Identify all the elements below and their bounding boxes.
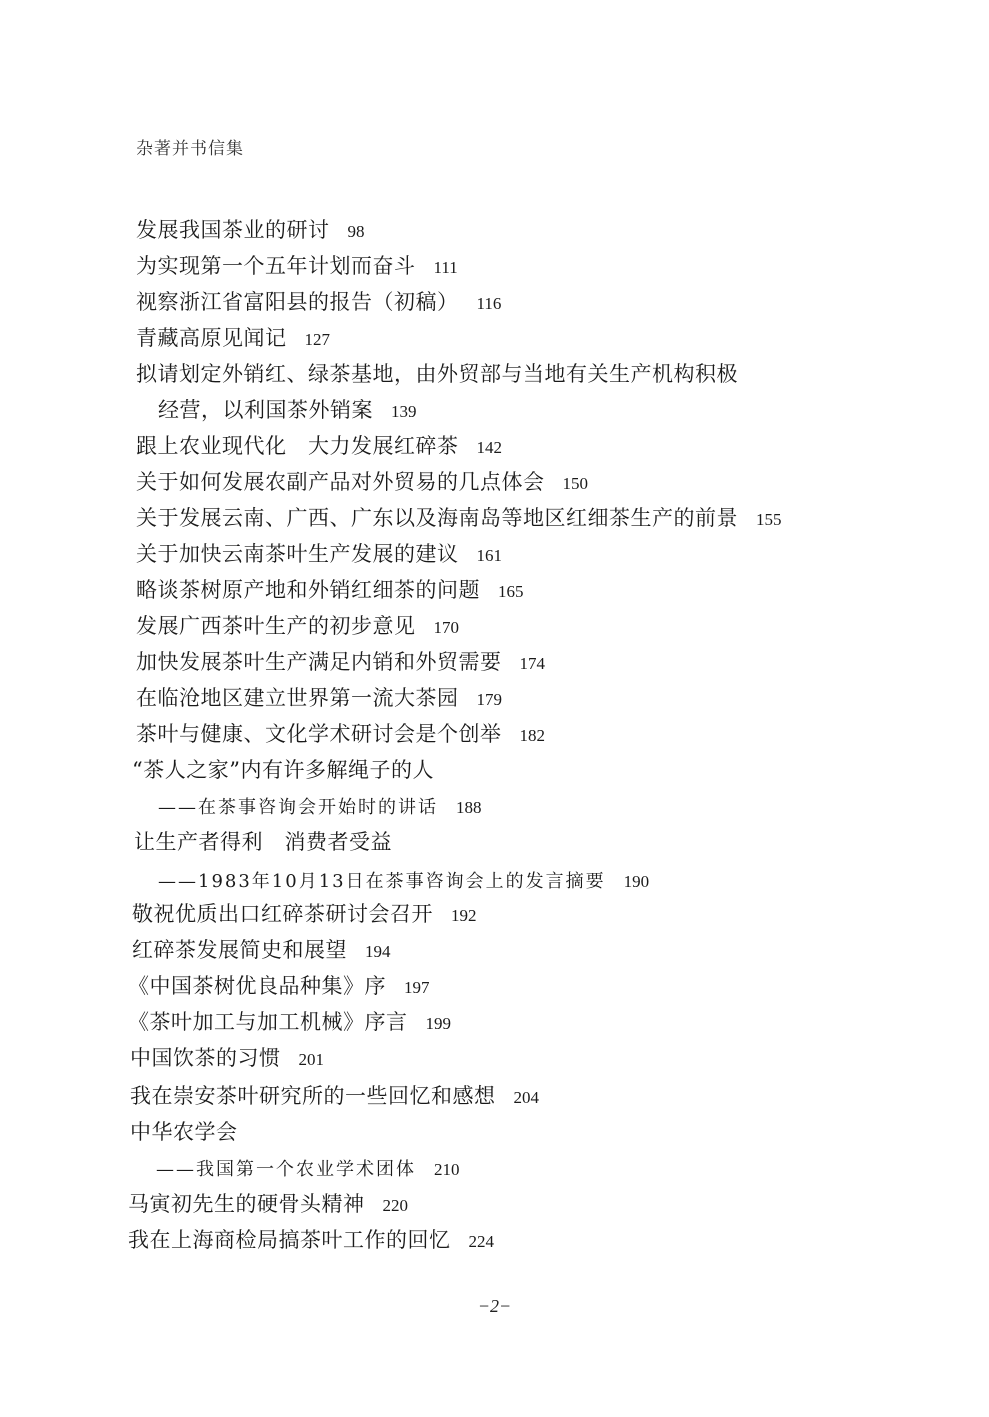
toc-entry-page: 192	[451, 906, 477, 925]
toc-entry-title: 跟上农业现代化 大力发展红碎茶	[136, 434, 459, 458]
toc-entry-title: 茶叶与健康、文化学术研讨会是个创举	[136, 722, 502, 746]
toc-entry-page: 155	[756, 510, 782, 529]
toc-entry	[130, 1044, 324, 1074]
toc-entry-page: 224	[468, 1232, 494, 1251]
toc-entry-title: 关于如何发展农副产品对外贸易的几点体会	[136, 470, 545, 494]
toc-entry-title: 红碎茶发展简史和展望	[132, 938, 347, 962]
toc-entry	[130, 1082, 539, 1112]
toc-entry-title: ——1983年10月13日在茶事咨询会上的发言摘要	[158, 871, 606, 892]
toc-entry	[158, 396, 417, 426]
toc-entry-title: 视察浙江省富阳县的报告（初稿）	[136, 290, 459, 314]
toc-entry	[136, 540, 502, 570]
toc-entry-title: ——在茶事咨询会开始时的讲话	[158, 797, 438, 818]
page-number: −2−	[477, 1296, 512, 1316]
toc-entry-page: 170	[433, 618, 459, 637]
toc-entry-title: 《中国茶树优良品种集》序	[128, 974, 386, 998]
toc-entry	[136, 216, 365, 246]
toc-entry-page: 98	[347, 222, 365, 241]
toc-entry	[128, 972, 430, 1002]
toc-entry-subtitle	[156, 1154, 460, 1184]
toc-entry	[136, 432, 502, 462]
toc-entry-title: 让生产者得利 消费者受益	[134, 830, 392, 854]
toc-entry	[128, 1226, 494, 1256]
toc-entry-title: 中国饮茶的习惯	[130, 1046, 281, 1070]
toc-entry	[136, 684, 502, 714]
toc-entry-page: 182	[519, 726, 545, 745]
toc-entry-page: 199	[425, 1014, 451, 1033]
toc-entry-title: 我在上海商检局搞茶叶工作的回忆	[128, 1228, 451, 1252]
toc-entry-page: 179	[476, 690, 502, 709]
toc-entry-title: 中华农学会	[130, 1120, 238, 1144]
toc-entry	[136, 468, 588, 498]
toc-entry-title: 发展我国茶业的研讨	[136, 218, 330, 242]
toc-entry-page: 174	[519, 654, 545, 673]
toc-entry-title: 《茶叶加工与加工机械》序言	[128, 1010, 408, 1034]
toc-entry-title: “茶人之家”内有许多解绳子的人	[132, 758, 434, 782]
toc-entry-title: ——我国第一个农业学术团体	[156, 1159, 416, 1180]
toc-entry-page: 201	[298, 1050, 324, 1069]
toc-entry-title: 马寅初先生的硬骨头精神	[128, 1192, 365, 1216]
toc-entry-title: 经营，以利国茶外销案	[158, 398, 373, 422]
toc-entry	[128, 1190, 408, 1220]
toc-entry	[136, 288, 501, 318]
toc-entry	[132, 936, 391, 966]
toc-entry-title: 为实现第一个五年计划而奋斗	[136, 254, 416, 278]
toc-entry-title: 青藏高原见闻记	[136, 326, 287, 350]
toc-entry-title: 加快发展茶叶生产满足内销和外贸需要	[136, 650, 502, 674]
toc-entry-page: 194	[365, 942, 391, 961]
toc-entry-title: 关于加快云南茶叶生产发展的建议	[136, 542, 459, 566]
toc-entry-subtitle	[158, 792, 482, 822]
toc-entry-page: 220	[382, 1196, 408, 1215]
toc-entry-page: 116	[476, 294, 502, 313]
toc-entry	[136, 612, 459, 642]
toc-entry-title: 拟请划定外销红、绿茶基地，由外贸部与当地有关生产机构积极	[136, 362, 738, 386]
toc-entry-page: 142	[476, 438, 502, 457]
toc-entry-page: 204	[513, 1088, 539, 1107]
toc-entry	[136, 504, 782, 534]
toc-entry-page: 150	[562, 474, 588, 493]
toc-entry	[136, 324, 330, 354]
toc-entry	[130, 1118, 256, 1148]
toc-entry-page: 210	[434, 1160, 460, 1179]
toc-entry	[132, 900, 477, 930]
toc-entry-title: 略谈茶树原产地和外销红细茶的问题	[136, 578, 480, 602]
toc-entry-page: 197	[404, 978, 430, 997]
toc-entry-title: 关于发展云南、广西、广东以及海南岛等地区红细茶生产的前景	[136, 506, 738, 530]
toc-entry-title: 我在崇安茶叶研究所的一些回忆和感想	[130, 1084, 496, 1108]
toc-entry	[136, 576, 524, 606]
toc-entry	[136, 720, 545, 750]
toc-entry	[136, 648, 545, 678]
toc-entry-page: 165	[498, 582, 524, 601]
running-head: 杂著并书信集	[136, 139, 244, 159]
toc-entry	[132, 756, 452, 786]
toc-entry	[134, 828, 410, 858]
toc-entry-page: 139	[391, 402, 417, 421]
toc-entry-page: 127	[304, 330, 330, 349]
toc-entry-title: 敬祝优质出口红碎茶研讨会召开	[132, 902, 433, 926]
toc-entry	[136, 360, 756, 390]
toc-entry-page: 161	[476, 546, 502, 565]
toc-entry-page: 111	[433, 258, 458, 277]
toc-entry-subtitle	[158, 866, 649, 896]
toc-entry-page: 190	[623, 872, 650, 891]
toc-entry	[136, 252, 458, 282]
toc-entry-title: 在临沧地区建立世界第一流大茶园	[136, 686, 459, 710]
toc-entry-page: 188	[456, 798, 482, 817]
toc-entry	[128, 1008, 451, 1038]
toc-entry-title: 发展广西茶叶生产的初步意见	[136, 614, 416, 638]
